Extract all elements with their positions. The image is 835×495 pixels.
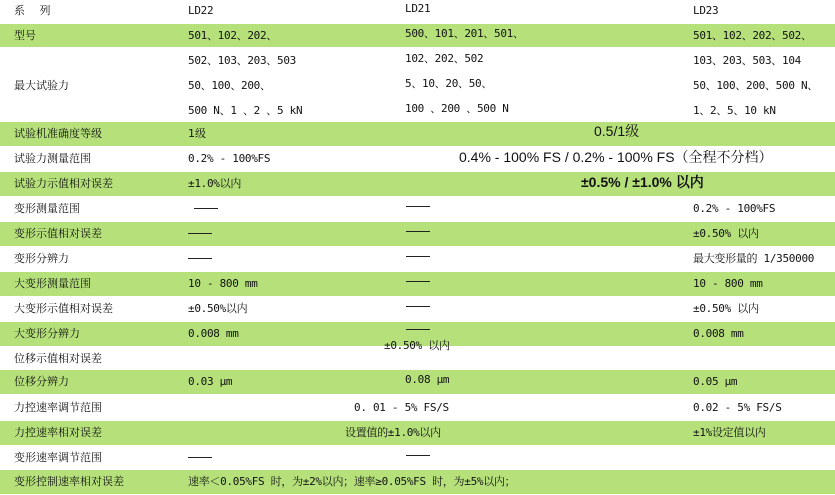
ld22-header: LD22: [188, 4, 214, 17]
force-range-merged: 0.4% - 100% FS / 0.2% - 100% FS（全程不分档）: [459, 149, 773, 165]
large-range-ld23: 10 - 800 mm: [693, 277, 763, 290]
large-range-ld22: 10 - 800 mm: [188, 277, 258, 290]
disp-error-merged: ±0.50% 以内: [384, 339, 450, 352]
model-ld23-2: 103、203、503、104: [693, 54, 801, 67]
force-rate-ld23: 0.02 - 5% FS/S: [693, 401, 782, 414]
force-rate-merged: 0. 01 - 5% FS/S: [354, 401, 449, 414]
large-res-label: 大变形分辨力: [14, 327, 80, 340]
model-ld23: 501、102、202、502、: [693, 29, 812, 42]
disp-error-label: 位移示值相对误差: [14, 352, 102, 365]
large-res-ld22: 0.008 mm: [188, 327, 239, 340]
model-ld22-2: 502、103、203、503: [188, 54, 296, 67]
large-res-ld21-dash: [406, 329, 430, 330]
deform-error-ld22-dash: [188, 233, 212, 234]
deform-rate-ld21-dash: [406, 455, 430, 456]
large-error-label: 大变形示值相对误差: [14, 302, 113, 315]
deform-rate-err-merged: 速率＜0.05%FS 时，为±2%以内；速率≥0.05%FS 时，为±5%以内；: [188, 475, 516, 488]
deform-res-ld23: 最大变形量的 1/350000: [693, 252, 815, 265]
deform-rate-err-label: 变形控制速率相对误差: [14, 475, 124, 488]
force-range-ld22: 0.2% - 100%FS: [188, 152, 271, 165]
band-accuracy: [0, 122, 835, 146]
large-res-ld23: 0.008 mm: [693, 327, 744, 340]
deform-res-ld22-dash: [188, 258, 212, 259]
deform-res-ld21-dash: [406, 256, 430, 257]
model-ld21-2: 102、202、502: [405, 52, 484, 65]
disp-res-ld22: 0.03 μm: [188, 375, 233, 388]
disp-res-ld23: 0.05 μm: [693, 375, 738, 388]
max-force-ld22-2: 500 N、1 、2 、5 kN: [188, 104, 303, 117]
ld23-header: LD23: [693, 4, 719, 17]
large-range-label: 大变形测量范围: [14, 277, 91, 290]
large-error-ld22: ±0.50%以内: [188, 302, 248, 315]
force-range-label: 试验力测量范围: [14, 152, 91, 165]
series-header: 系 列: [14, 4, 51, 17]
deform-range-ld23: 0.2% - 100%FS: [693, 202, 776, 215]
force-rate-err-merged: 设置值的±1.0%以内: [345, 426, 441, 439]
deform-range-label: 变形测量范围: [14, 202, 80, 215]
force-rate-err-ld23: ±1%设定值以内: [693, 426, 766, 439]
model-ld21: 500、101、201、501、: [405, 27, 524, 40]
deform-res-label: 变形分辨力: [14, 252, 69, 265]
force-rate-label: 力控速率调节范围: [14, 401, 102, 414]
deform-range-ld21-dash: [406, 206, 430, 207]
max-force-ld21-2: 100 、200 、500 N: [405, 102, 509, 115]
deform-rate-label: 变形速率调节范围: [14, 451, 102, 464]
max-force-ld23: 50、100、200、500 N、: [693, 79, 818, 92]
ld21-header: LD21: [405, 2, 431, 15]
disp-res-ld21: 0.08 μm: [405, 373, 450, 386]
large-error-ld23: ±0.50% 以内: [693, 302, 759, 315]
accuracy-merged: 0.5/1级: [594, 123, 640, 139]
max-force-ld21: 5、10、20、50、: [405, 77, 493, 90]
accuracy-label: 试验机准确度等级: [14, 127, 102, 140]
model-label: 型号: [14, 29, 36, 42]
deform-error-label: 变形示值相对误差: [14, 227, 102, 240]
deform-error-ld23: ±0.50% 以内: [693, 227, 759, 240]
deform-range-ld22-dash: [194, 208, 218, 209]
disp-res-label: 位移分辨力: [14, 375, 69, 388]
force-error-ld22: ±1.0%以内: [188, 177, 242, 190]
large-range-ld21-dash: [406, 281, 430, 282]
force-error-merged: ±0.5% / ±1.0% 以内: [581, 174, 704, 190]
max-force-label: 最大试验力: [14, 79, 69, 92]
max-force-ld23-2: 1、2、5、10 kN: [693, 104, 776, 117]
band-force-error: [0, 172, 835, 196]
max-force-ld22: 50、100、200、: [188, 79, 271, 92]
deform-error-ld21-dash: [406, 231, 430, 232]
force-rate-err-label: 力控速率相对误差: [14, 426, 102, 439]
accuracy-ld22: 1级: [188, 127, 206, 140]
deform-rate-ld22-dash: [188, 457, 212, 458]
force-error-label: 试验力示值相对误差: [14, 177, 113, 190]
model-ld22: 501、102、202、: [188, 29, 278, 42]
large-error-ld21-dash: [406, 306, 430, 307]
